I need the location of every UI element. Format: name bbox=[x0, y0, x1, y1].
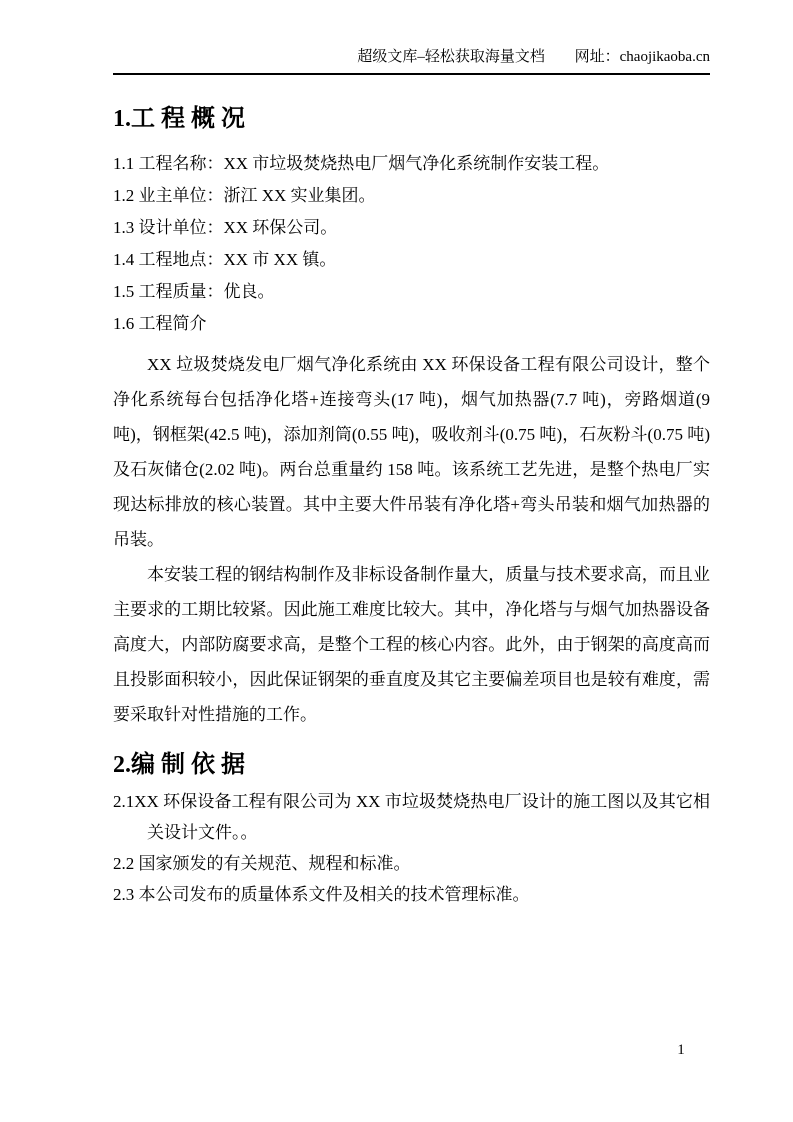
section-2-items bbox=[113, 786, 710, 910]
project-intro-paragraph-1: XX 垃圾焚烧发电厂烟气净化系统由 XX 环保设备工程有限公司设计，整个净化系统每台包括净化塔+连接弯头(17 吨)，烟气加热器(7.7 吨)，旁路烟道(9 吨)，钢框架(42.5 吨)，添加剂筒(0.55 吨)，吸收剂斗(0.75 吨)，石灰粉斗(0.75 吨)及石灰储仓(2.02 吨)。两台总重量约 158 吨。该系统工艺先进，是整个热电厂实现达标排放的核心装置。其中主要大件吊装有净化塔+弯头吊装和烟气加热器的吊装。 bbox=[113, 355, 710, 549]
section-1-items bbox=[113, 148, 710, 340]
section-1-heading: 1.工 程 概 况 bbox=[113, 106, 245, 132]
item-project-name: 1.1 工程名称：XX 市垃圾焚烧热电厂烟气净化系统制作安装工程。 bbox=[113, 154, 610, 173]
item-design-documents: 2.1XX 环保设备工程有限公司为 XX 市垃圾焚烧热电厂设计的施工图以及其它相关设计文件。。 bbox=[113, 792, 710, 842]
document-body bbox=[113, 96, 710, 910]
item-design-unit: 1.3 设计单位：XX 环保公司。 bbox=[113, 218, 338, 237]
header-site-url: 网址：chaojikaoba.cn bbox=[574, 49, 710, 65]
project-intro-paragraph-2: 本安装工程的钢结构制作及非标设备制作量大，质量与技术要求高，而且业主要求的工期比较紧。因此施工难度比较大。其中，净化塔与与烟气加热器设备高度大，内部防腐要求高，是整个工程的核心内容。此外，由于钢架的高度高而且投影面积较小，因此保证钢架的垂直度及其它主要偏差项目也是较有难度，需要采取针对性措施的工作。 bbox=[113, 565, 710, 724]
page-header bbox=[113, 47, 710, 75]
item-project-intro: 1.6 工程简介 bbox=[113, 314, 207, 333]
item-project-quality: 1.5 工程质量：优良。 bbox=[113, 282, 275, 301]
section-2-heading: 2.编 制 依 据 bbox=[113, 752, 245, 778]
item-company-standards: 2.3 本公司发布的质量体系文件及相关的技术管理标准。 bbox=[113, 885, 530, 904]
item-owner-unit: 1.2 业主单位：浙江 XX 实业集团。 bbox=[113, 186, 376, 205]
page-number: 1 bbox=[677, 1042, 685, 1058]
item-project-location: 1.4 工程地点：XX 市 XX 镇。 bbox=[113, 250, 337, 269]
item-national-standards: 2.2 国家颁发的有关规范、规程和标准。 bbox=[113, 854, 411, 873]
header-slogan: 超级文库–轻松获取海量文档 bbox=[357, 49, 545, 65]
